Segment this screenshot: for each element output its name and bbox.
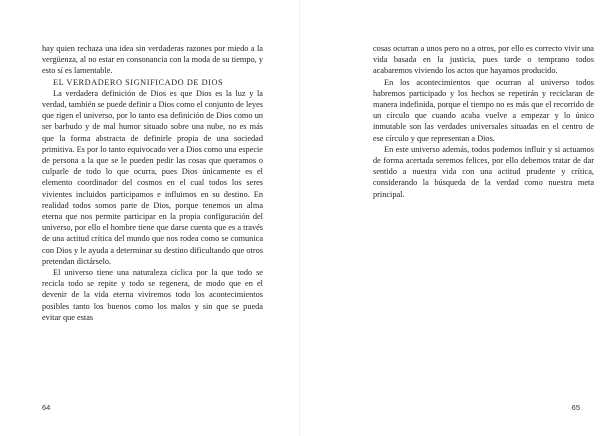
left-paragraph-carryover: hay quien rechaza una idea sin verdaderas razones por miedo a la vergüenza, al no estar en consonancia con la moda de su tiempo, y esto sí es lamentable. [42,44,263,76]
right-page [300,0,600,436]
left-paragraph-definition: La verdadera definición de Dios es que Dios es la luz y la verdad, también se puede definir a Dios como el conjunto de leyes que rigen el universo, por lo tanto esa definición de Dios como un ser barbudo y de mal humor situado sobre una nube, no es más que la forma abstracta de definirle propia de una sociedad primitiva. Es por lo tanto equivocado ver a Dios como una especie de persona a la que se le pueden pedir las cosas que queramos o culparle de todo lo que ocurra, pues Dios únicamente es el elemento coordinador del cosmos en el cual todos los seres vivientes incluidos participamos e influimos en su destino. En realidad todos somos parte de Dios, porque tenemos un alma eterna que nos permite participar en la propia configuración del universo, por ello el hombre tiene que darse cuenta que es a través de una actitud crítica del mundo que nos rodea como se comunica con Dios y le ayuda a determinar su destino dificultando que otros pretendan dictárselo. [42,88,263,266]
right-paragraph-influence: En este universo además, todos podemos influir y si actuamos de forma acertada seremos felices, por ello debemos tratar de dar sentido a nuestra vida con una actitud prudente y crítica, considerando la búsqueda de la verdad como nuestra meta principal. [373,144,594,199]
right-paragraph-carryover: cosas ocurran a unos pero no a otros, por ello es correcto vivir una vida basada en la justicia, pues tarde o temprano todos acabaremos viviendo los actos que hayamos producido. [373,44,594,76]
left-paragraph-cyclic-universe: El universo tiene una naturaleza cíclica por la que todo se recicla todo se repite y todo se regenera, de modo que en el devenir de la vida eterna viviremos todo los acontecimientos posibles tanto los buenos como los malos y sin que se pueda evitar que estas [42,268,263,322]
page-number-left: 64 [42,403,51,412]
left-text-column [42,43,263,323]
right-paragraph-cycle-of-time: En los acontecimientos que ocurran al universo todos habremos participado y los hechos se repetirán y reciclaran de manera indefinida, porque el tiempo no es más que el recorrido de un círculo que cuando acaba vuelve a empezar y lo único inmutable son las verdades universales situadas en el centro de ese círculo y que representan a Dios. [373,77,594,143]
right-text-column [373,43,594,200]
page-number-right: 65 [571,403,580,412]
section-heading: EL VERDADERO SIGNIFICADO DE DIOS [53,77,224,87]
